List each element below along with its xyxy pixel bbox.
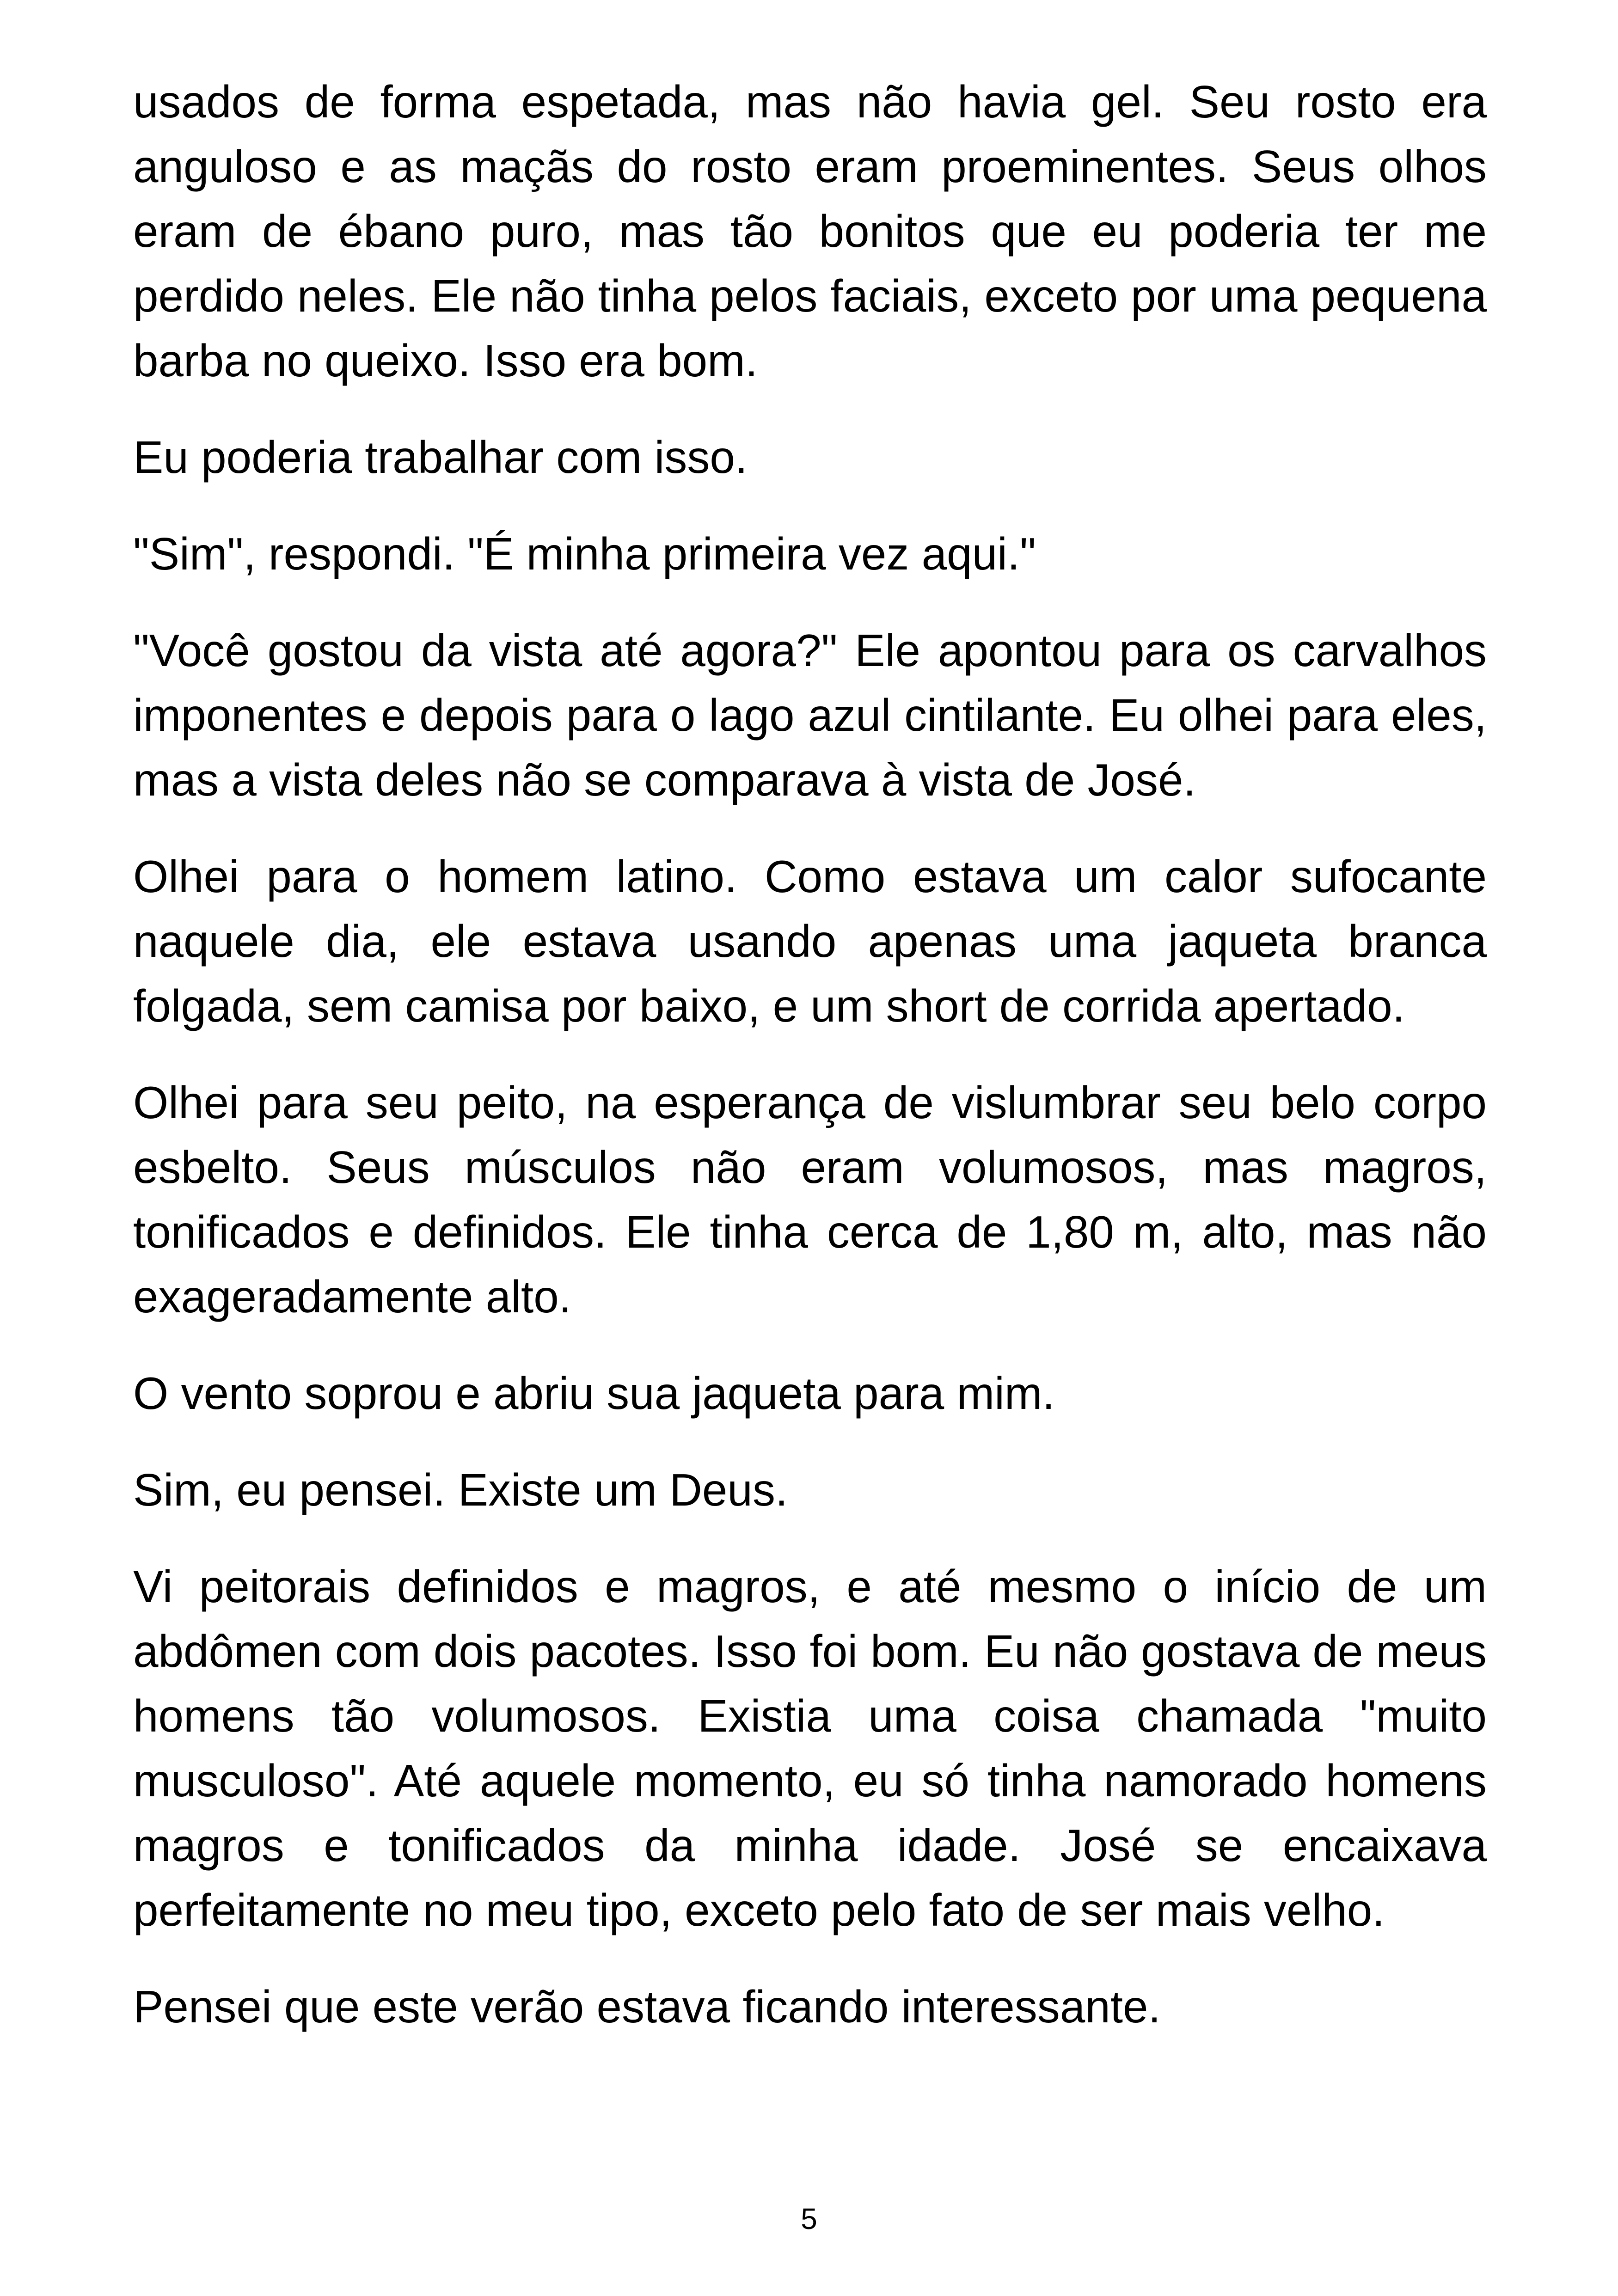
paragraph: O vento soprou e abriu sua jaqueta para mim. [133, 1368, 1055, 1419]
body-text [133, 69, 1487, 2071]
paragraph: Sim, eu pensei. Existe um Deus. [133, 1464, 788, 1515]
paragraph: Olhei para o homem latino. Como estava um calor sufocante naquele dia, ele estava usando apenas uma jaqueta branca folgada, sem camisa por baixo, e um short de corrida apertado. [133, 851, 1487, 1031]
page-number: 5 [801, 2202, 817, 2235]
paragraph: Eu poderia trabalhar com isso. [133, 432, 748, 483]
paragraph: usados de forma espetada, mas não havia gel. Seu rosto era anguloso e as maçãs do rosto eram proeminentes. Seus olhos eram de ébano puro, mas tão bonitos que eu poderia ter me perdido neles. Ele não tinha pelos faciais, exceto por uma pequena barba no queixo. Isso era bom. [133, 76, 1487, 386]
paragraph: Pensei que este verão estava ficando interessante. [133, 1981, 1161, 2032]
paragraph: "Você gostou da vista até agora?" Ele apontou para os carvalhos imponentes e depois para o lago azul cintilante. Eu olhei para eles, mas a vista deles não se comparava à vista de José. [133, 625, 1487, 805]
paragraph: "Sim", respondi. "É minha primeira vez aqui." [133, 528, 1036, 579]
paragraph: Olhei para seu peito, na esperança de vislumbrar seu belo corpo esbelto. Seus músculos não eram volumosos, mas magros, tonificados e definidos. Ele tinha cerca de 1,80 m, alto, mas não exageradamente alto. [133, 1077, 1487, 1322]
paragraph: Vi peitorais definidos e magros, e até mesmo o início de um abdômen com dois pacotes. Isso foi bom. Eu não gostava de meus homens tão volumosos. Existia uma coisa chamada "muito musculoso". Até aquele momento, eu só tinha namorado homens magros e tonificados da minha idade. José se encaixava perfeitamente no meu tipo, exceto pelo fato de ser mais velho. [133, 1561, 1487, 1935]
